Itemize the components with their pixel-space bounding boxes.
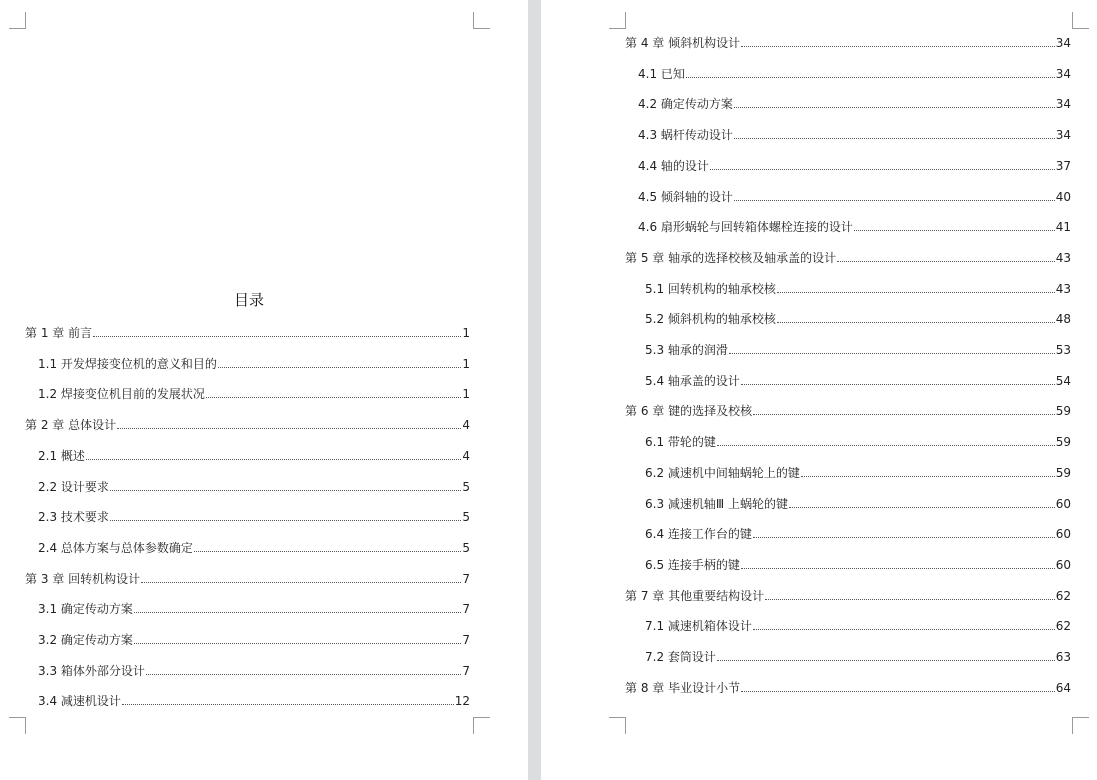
toc-dot-leader — [801, 475, 1055, 477]
toc-entry-label: 6.5 连接手柄的键 — [645, 557, 740, 572]
toc-entry[interactable] — [625, 35, 1071, 51]
toc-entry-label: 3.2 确定传动方案 — [38, 633, 133, 647]
toc-dot-leader — [141, 581, 461, 583]
toc-dot-leader — [717, 444, 1055, 446]
toc-entry-label: 第 3 章 回转机构设计 — [25, 571, 141, 586]
toc-dot-leader — [686, 76, 1055, 78]
toc-entry-page-number: 62 — [1055, 619, 1071, 634]
toc-entry-page-number: 64 — [1055, 680, 1071, 695]
toc-entry-page-number: 59 — [1055, 435, 1071, 450]
toc-entry[interactable] — [638, 219, 1071, 235]
toc-entry[interactable] — [638, 96, 1071, 112]
crop-mark-bottom-right — [473, 717, 490, 734]
toc-dot-leader — [134, 642, 461, 644]
toc-entry-page-number: 43 — [1055, 250, 1071, 265]
toc-entry-label: 5.3 轴承的润滑 — [645, 343, 728, 357]
toc-entry-page-number: 7 — [462, 633, 470, 647]
toc-entry[interactable] — [38, 540, 470, 556]
toc-entry-page-number: 34 — [1055, 97, 1071, 112]
toc-entry-label: 第 5 章 轴承的选择校核及轴承盖的设计 — [625, 250, 837, 265]
toc-dot-leader — [741, 567, 1055, 569]
toc-entry-label: 6.4 连接工作台的键 — [645, 527, 752, 542]
toc-entry-page-number: 40 — [1055, 189, 1071, 204]
toc-entry-label: 2.2 设计要求 — [38, 479, 109, 494]
toc-dot-leader — [717, 659, 1055, 661]
toc-dot-leader — [777, 291, 1055, 293]
toc-entry-page-number: 12 — [454, 694, 470, 709]
toc-entry-label: 6.2 减速机中间轴蜗轮上的键 — [645, 465, 800, 480]
toc-entry[interactable] — [638, 127, 1071, 143]
toc-dot-leader — [206, 396, 461, 398]
toc-dot-leader — [734, 199, 1055, 201]
toc-entry[interactable] — [38, 509, 470, 525]
toc-entry-label: 5.4 轴承盖的设计 — [645, 373, 740, 388]
toc-entry[interactable] — [25, 417, 470, 433]
toc-entry-label: 3.1 确定传动方案 — [38, 602, 133, 617]
toc-entry-label: 4.5 倾斜轴的设计 — [638, 189, 733, 204]
toc-entry-page-number: 34 — [1055, 66, 1071, 81]
toc-dot-leader — [753, 536, 1055, 538]
toc-entry-page-number: 59 — [1055, 465, 1071, 480]
toc-dot-leader — [765, 598, 1055, 600]
toc-entry-label: 第 8 章 毕业设计小节 — [625, 680, 741, 695]
toc-entry-page-number: 5 — [462, 510, 470, 525]
toc-entry-page-number: 41 — [1055, 220, 1071, 235]
toc-entry[interactable] — [38, 632, 470, 648]
toc-entry[interactable] — [38, 386, 470, 402]
toc-entry[interactable] — [38, 601, 470, 617]
toc-entry[interactable] — [38, 479, 470, 495]
toc-entry[interactable] — [645, 281, 1071, 297]
toc-dot-leader — [729, 352, 1055, 354]
toc-dot-leader — [134, 611, 461, 613]
toc-entry-page-number: 5 — [462, 479, 470, 494]
toc-entry-label: 第 7 章 其他重要结构设计 — [625, 588, 765, 603]
toc-entry-page-number: 5 — [462, 540, 470, 555]
crop-mark-top-left — [9, 12, 26, 29]
toc-dot-leader — [93, 335, 461, 337]
toc-dot-leader — [753, 628, 1055, 630]
toc-entry-page-number: 62 — [1055, 588, 1071, 603]
crop-mark-top-right — [473, 12, 490, 29]
toc-dot-leader — [110, 519, 461, 521]
toc-entry-label: 3.3 箱体外部分设计 — [38, 663, 145, 678]
toc-entry[interactable] — [638, 66, 1071, 82]
toc-entry-page-number: 4 — [462, 418, 470, 433]
toc-entry-label: 4.2 确定传动方案 — [638, 97, 733, 112]
crop-mark-bottom-left — [609, 717, 626, 734]
toc-dot-leader — [854, 229, 1055, 231]
toc-entry-page-number: 4 — [462, 448, 470, 463]
toc-entry-page-number: 48 — [1055, 312, 1071, 327]
toc-dot-leader — [734, 137, 1055, 139]
toc-entry-page-number: 37 — [1055, 158, 1071, 173]
toc-entry[interactable] — [645, 373, 1071, 389]
toc-entry-label: 2.4 总体方案与总体参数确定 — [38, 540, 193, 555]
toc-entry[interactable] — [645, 618, 1071, 634]
toc-entry[interactable] — [638, 158, 1071, 174]
toc-entry[interactable] — [38, 356, 470, 372]
toc-entry[interactable] — [645, 465, 1071, 481]
toc-entry-page-number: 34 — [1055, 36, 1071, 50]
toc-entry-label: 1.2 焊接变位机目前的发展状况 — [38, 387, 205, 402]
toc-dot-leader — [741, 690, 1055, 692]
toc-entry-page-number: 1 — [462, 356, 470, 371]
toc-entry-page-number: 34 — [1055, 128, 1071, 143]
toc-entry[interactable] — [38, 448, 470, 464]
toc-dot-leader — [710, 168, 1055, 170]
toc-dot-leader — [218, 366, 461, 368]
toc-dot-leader — [789, 506, 1055, 508]
toc-entry[interactable] — [645, 496, 1071, 512]
toc-dot-leader — [741, 383, 1055, 385]
toc-entry[interactable] — [38, 663, 470, 679]
toc-entry-page-number: 1 — [462, 387, 470, 402]
left-page — [0, 0, 528, 780]
toc-entry-label: 2.3 技术要求 — [38, 510, 109, 525]
toc-entry-label: 3.4 减速机设计 — [38, 694, 121, 709]
crop-mark-bottom-right — [1072, 717, 1089, 734]
toc-entry-page-number: 7 — [462, 571, 470, 586]
toc-entry-page-number: 63 — [1055, 650, 1071, 664]
toc-entry-label: 7.2 套筒设计 — [645, 650, 716, 664]
right-page — [541, 0, 1097, 780]
toc-entry[interactable] — [625, 680, 1071, 696]
toc-entry-label: 2.1 概述 — [38, 448, 85, 463]
toc-dot-leader — [194, 550, 461, 552]
toc-entry-label: 4.4 轴的设计 — [638, 158, 709, 173]
toc-entry[interactable] — [645, 649, 1071, 665]
toc-dot-leader — [741, 45, 1055, 47]
crop-mark-bottom-left — [9, 717, 26, 734]
toc-dot-leader — [753, 413, 1055, 415]
toc-entry[interactable] — [645, 434, 1071, 450]
toc-dot-leader — [777, 321, 1055, 323]
toc-entry-page-number: 1 — [462, 326, 470, 340]
toc-entry-label: 7.1 减速机箱体设计 — [645, 619, 752, 634]
toc-entry-label: 第 2 章 总体设计 — [25, 418, 117, 433]
toc-entry-page-number: 43 — [1055, 281, 1071, 296]
toc-dot-leader — [117, 427, 461, 429]
toc-entry-label: 第 1 章 前言 — [25, 326, 93, 340]
crop-mark-top-right — [1072, 12, 1089, 29]
toc-dot-leader — [734, 106, 1055, 108]
toc-entry-label: 4.1 已知 — [638, 66, 685, 81]
toc-entry-page-number: 60 — [1055, 496, 1071, 511]
toc-entry-label: 5.1 回转机构的轴承校核 — [645, 281, 776, 296]
toc-dot-leader — [86, 458, 461, 460]
toc-entry-page-number: 60 — [1055, 557, 1071, 572]
toc-entry[interactable] — [25, 325, 470, 341]
toc-entry-label: 4.3 蜗杆传动设计 — [638, 128, 733, 143]
toc-entry[interactable] — [38, 693, 470, 709]
toc-entry[interactable] — [638, 189, 1071, 205]
toc-entry-page-number: 53 — [1055, 343, 1071, 357]
toc-entry[interactable] — [645, 311, 1071, 327]
toc-entry[interactable] — [625, 250, 1071, 266]
toc-entry[interactable] — [645, 557, 1071, 573]
toc-entry-page-number: 60 — [1055, 527, 1071, 542]
toc-entry[interactable] — [645, 342, 1071, 358]
toc-title: 目录 — [233, 291, 264, 309]
toc-entry-page-number: 59 — [1055, 404, 1071, 419]
toc-entry-page-number: 7 — [462, 663, 470, 678]
toc-entry[interactable] — [25, 571, 470, 587]
toc-entry-label: 5.2 倾斜机构的轴承校核 — [645, 312, 776, 327]
toc-entry-label: 第 4 章 倾斜机构设计 — [625, 36, 741, 50]
toc-entry-page-number: 54 — [1055, 373, 1071, 388]
toc-dot-leader — [837, 260, 1055, 262]
toc-entry[interactable] — [645, 526, 1071, 542]
toc-entry[interactable] — [625, 403, 1071, 419]
toc-entry-label: 6.1 带轮的键 — [645, 435, 716, 450]
crop-mark-top-left — [609, 12, 626, 29]
toc-entry[interactable] — [625, 588, 1071, 604]
toc-entry-label: 1.1 开发焊接变位机的意义和目的 — [38, 356, 217, 371]
toc-entry-label: 4.6 扇形蜗轮与回转箱体螺栓连接的设计 — [638, 220, 853, 235]
toc-dot-leader — [122, 703, 454, 705]
toc-dot-leader — [110, 489, 461, 491]
toc-entry-label: 6.3 减速机轴Ⅲ 上蜗轮的键 — [645, 496, 788, 511]
toc-dot-leader — [146, 673, 461, 675]
toc-entry-label: 第 6 章 键的选择及校核 — [625, 404, 753, 419]
toc-entry-page-number: 7 — [462, 602, 470, 617]
